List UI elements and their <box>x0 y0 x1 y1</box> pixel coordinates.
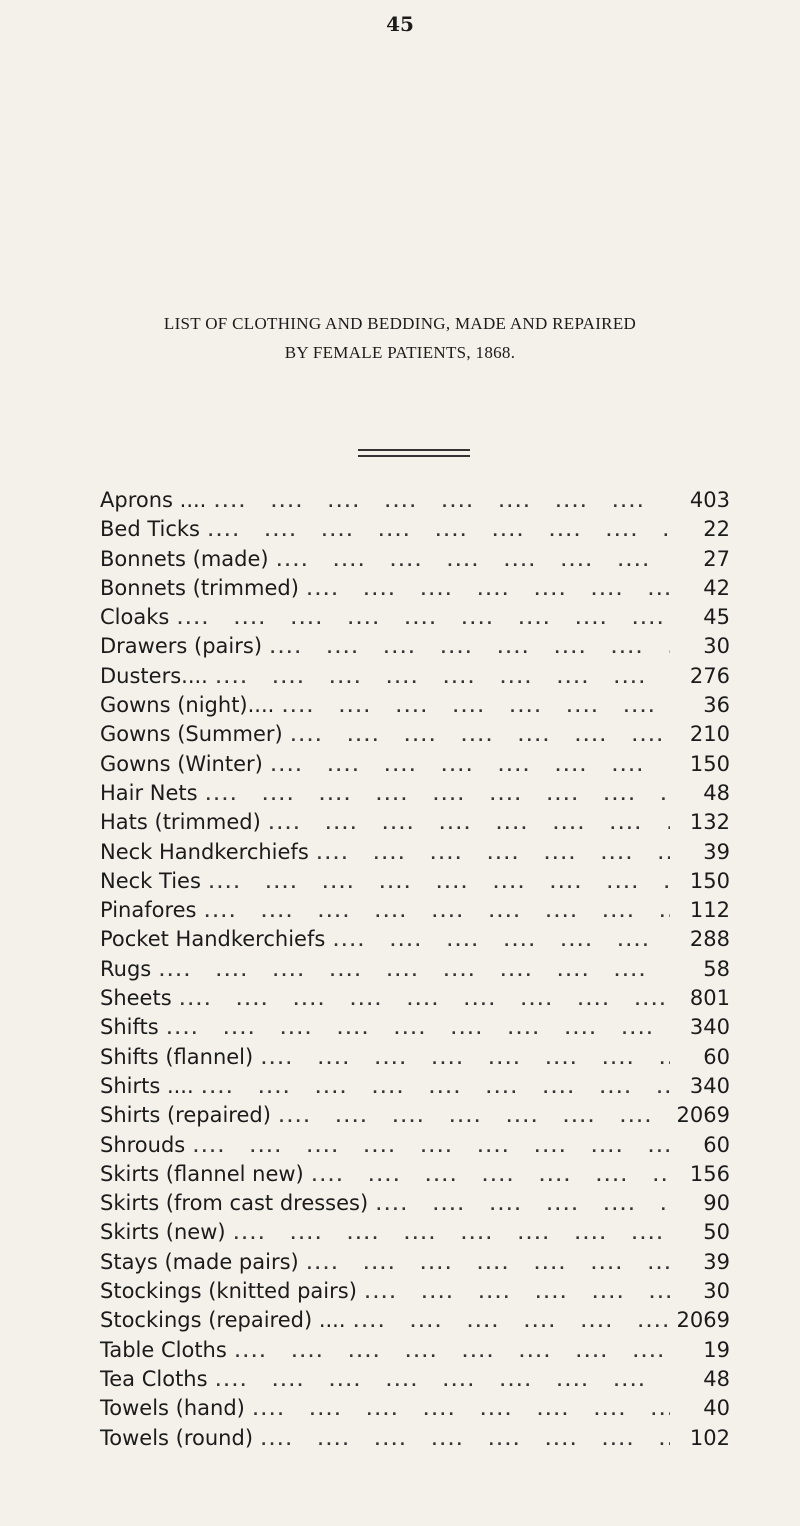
item-quantity: 58 <box>703 956 730 981</box>
item-quantity: 22 <box>703 517 730 542</box>
item-label: Stays (made pairs) <box>100 1249 299 1274</box>
list-item <box>100 1013 730 1042</box>
dot-leader <box>216 665 670 694</box>
list-item <box>100 574 730 603</box>
item-quantity: 50 <box>703 1220 730 1245</box>
item-label: Bed Ticks <box>100 517 200 542</box>
list-item <box>100 838 730 867</box>
item-quantity: 150 <box>689 868 730 893</box>
item-label: Cloaks <box>100 605 170 630</box>
dot-leader <box>205 899 671 928</box>
item-label: Rugs <box>100 956 152 981</box>
item-label: Drawers (pairs) <box>100 634 263 659</box>
dot-leader <box>193 1134 670 1163</box>
list-item <box>100 1248 730 1277</box>
item-label: Shirts .... <box>100 1073 194 1098</box>
item-quantity: 48 <box>703 1366 730 1391</box>
dot-leader <box>202 1075 670 1104</box>
dot-leader <box>216 1368 670 1397</box>
list-item <box>100 896 730 925</box>
dot-leader <box>208 518 670 547</box>
item-quantity: 48 <box>703 780 730 805</box>
item-quantity: 90 <box>703 1191 730 1216</box>
item-quantity: 40 <box>703 1396 730 1421</box>
dot-leader <box>333 928 670 957</box>
list-item <box>100 750 730 779</box>
item-quantity: 112 <box>689 898 730 923</box>
item-label: Table Cloths <box>100 1337 227 1362</box>
list-item <box>100 867 730 896</box>
dot-leader <box>277 548 670 577</box>
list-item <box>100 1424 730 1453</box>
item-label: Hair Nets <box>100 780 198 805</box>
dot-leader <box>354 1309 670 1338</box>
dot-leader <box>177 606 670 635</box>
list-item <box>100 603 730 632</box>
list-item <box>100 545 730 574</box>
item-quantity: 340 <box>689 1073 730 1098</box>
dot-leader <box>214 489 670 518</box>
list-item <box>100 1218 730 1247</box>
item-label: Neck Ties <box>100 868 201 893</box>
item-label: Tea Cloths <box>100 1366 208 1391</box>
dot-leader <box>317 841 670 870</box>
dot-leader <box>307 577 670 606</box>
list-item <box>100 720 730 749</box>
item-quantity: 210 <box>689 722 730 747</box>
item-quantity: 276 <box>689 663 730 688</box>
list-item <box>100 691 730 720</box>
list-item <box>100 1277 730 1306</box>
item-quantity: 30 <box>703 634 730 659</box>
item-quantity: 132 <box>689 810 730 835</box>
item-label: Shirts (repaired) <box>100 1103 271 1128</box>
dot-leader <box>235 1339 670 1368</box>
dot-leader <box>209 870 670 899</box>
list-item <box>100 632 730 661</box>
item-quantity: 150 <box>689 751 730 776</box>
list-item <box>100 779 730 808</box>
dot-leader <box>206 782 670 811</box>
list-item <box>100 1365 730 1394</box>
item-quantity: 288 <box>689 927 730 952</box>
dot-leader <box>261 1046 670 1075</box>
page-number: 45 <box>386 12 414 36</box>
item-label: Skirts (flannel new) <box>100 1161 304 1186</box>
list-item <box>100 662 730 691</box>
item-label: Stockings (repaired) .... <box>100 1308 346 1333</box>
list-item <box>100 515 730 544</box>
dot-leader <box>365 1280 670 1309</box>
item-label: Pinafores <box>100 898 197 923</box>
dot-leader <box>159 958 670 987</box>
dot-leader <box>167 1016 670 1045</box>
item-label: Skirts (new) <box>100 1220 226 1245</box>
item-label: Gowns (Summer) <box>100 722 283 747</box>
item-quantity: 39 <box>703 1249 730 1274</box>
page-subtitle: BY FEMALE PATIENTS, 1868. <box>284 343 516 362</box>
item-quantity: 403 <box>689 488 730 512</box>
item-quantity: 60 <box>703 1132 730 1157</box>
list-item <box>100 1160 730 1189</box>
item-quantity: 42 <box>703 575 730 600</box>
list-item <box>100 486 730 515</box>
item-label: Bonnets (trimmed) <box>100 575 299 600</box>
item-quantity: 19 <box>703 1337 730 1362</box>
list-item <box>100 1189 730 1218</box>
dot-leader <box>279 1104 670 1133</box>
item-quantity: 45 <box>703 605 730 630</box>
dot-leader <box>270 635 670 664</box>
item-label: Shrouds <box>100 1132 186 1157</box>
list-item <box>100 1394 730 1423</box>
dot-leader <box>291 723 670 752</box>
item-label: Stockings (knitted pairs) <box>100 1279 357 1304</box>
list-item <box>100 925 730 954</box>
item-quantity: 340 <box>689 1015 730 1040</box>
item-quantity: 39 <box>703 839 730 864</box>
dot-leader <box>376 1192 670 1221</box>
item-quantity: 60 <box>703 1044 730 1069</box>
dot-leader <box>307 1251 670 1280</box>
item-label: Dusters.... <box>100 663 208 688</box>
dot-leader <box>261 1427 670 1456</box>
item-label: Bonnets (made) <box>100 546 269 571</box>
clothing-list <box>100 486 730 1453</box>
list-item <box>100 1306 730 1335</box>
dot-leader <box>180 987 670 1016</box>
dot-leader <box>269 811 670 840</box>
list-item <box>100 1072 730 1101</box>
dot-leader <box>282 694 670 723</box>
item-quantity: 36 <box>703 693 730 718</box>
item-quantity: 2069 <box>676 1103 730 1128</box>
item-label: Neck Handkerchiefs <box>100 839 309 864</box>
item-label: Sheets <box>100 986 172 1011</box>
list-item <box>100 1043 730 1072</box>
item-quantity: 30 <box>703 1279 730 1304</box>
list-item <box>100 984 730 1013</box>
item-label: Shifts (flannel) <box>100 1044 254 1069</box>
item-label: Shifts <box>100 1015 159 1040</box>
item-label: Hats (trimmed) <box>100 810 261 835</box>
item-quantity: 27 <box>703 546 730 571</box>
list-item <box>100 1101 730 1130</box>
item-quantity: 2069 <box>676 1308 730 1333</box>
item-quantity: 102 <box>689 1425 730 1450</box>
divider-rule <box>358 449 470 451</box>
item-label: Towels (hand) <box>100 1396 245 1421</box>
list-item <box>100 955 730 984</box>
item-label: Towels (round) <box>100 1425 254 1450</box>
page-title: LIST OF CLOTHING AND BEDDING, MADE AND REPAIRED <box>163 314 637 333</box>
item-label: Skirts (from cast dresses) <box>100 1191 369 1216</box>
item-quantity: 801 <box>689 986 730 1011</box>
list-item <box>100 1131 730 1160</box>
dot-leader <box>234 1221 670 1250</box>
dot-leader <box>312 1163 670 1192</box>
item-label: Gowns (Winter) <box>100 751 263 776</box>
dot-leader <box>253 1397 670 1426</box>
dot-leader <box>271 753 670 782</box>
divider-rule <box>358 455 470 457</box>
item-label: Pocket Handkerchiefs <box>100 927 326 952</box>
list-item <box>100 1336 730 1365</box>
item-label: Aprons .... <box>100 488 207 512</box>
item-label: Gowns (night).... <box>100 693 275 718</box>
item-quantity: 156 <box>689 1161 730 1186</box>
list-item <box>100 808 730 837</box>
